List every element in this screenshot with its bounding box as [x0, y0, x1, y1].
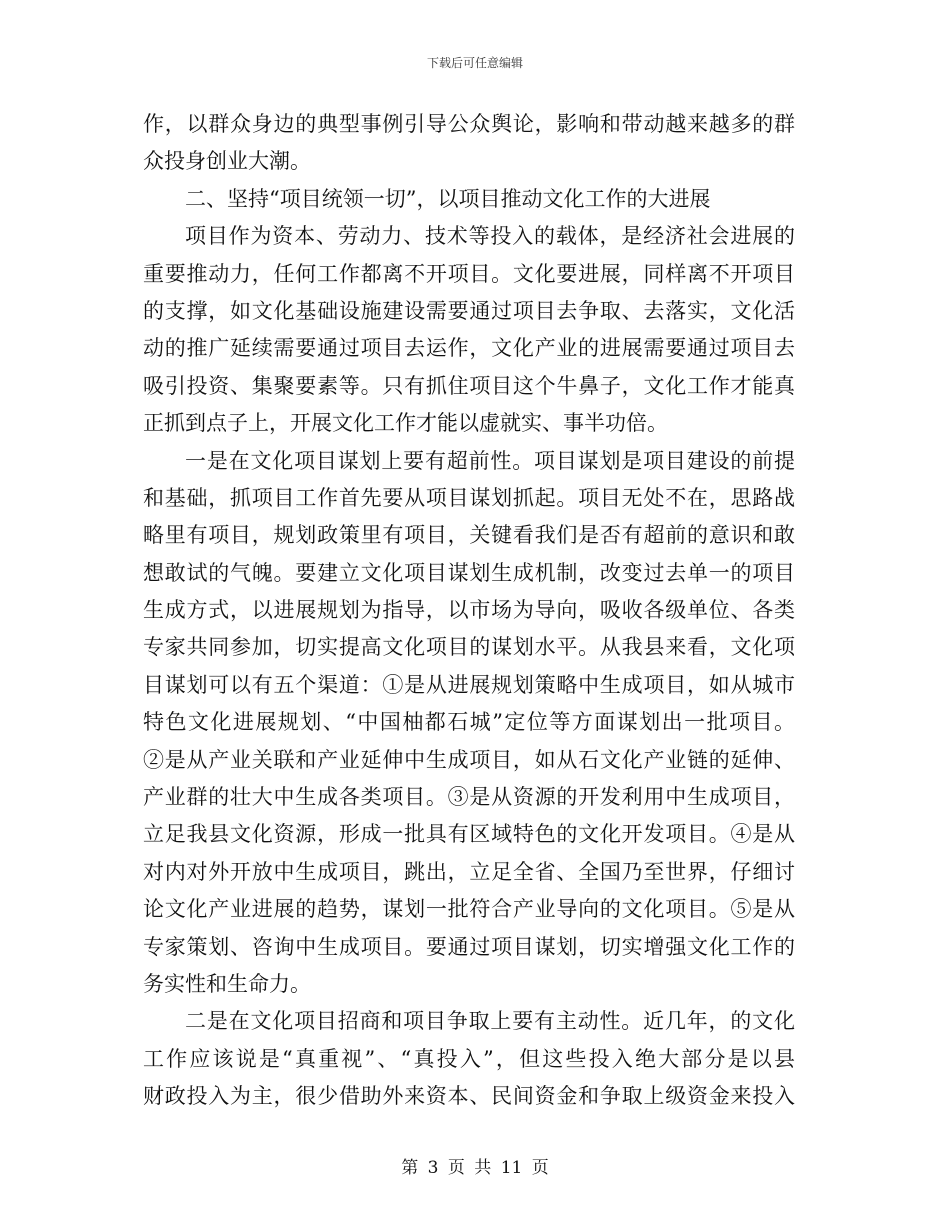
text-line: 正抓到点子上，开展文化工作才能以虚就实、事半功倍。 — [143, 411, 668, 436]
text-line: 立足我县文化资源，形成一批具有区域特色的文化开发项目。④是从 — [143, 822, 795, 847]
section-heading: 二、坚持“项目统领一切”，以项目推动文化工作的大进展 — [185, 186, 711, 211]
text-line: 的支撑，如文化基础设施建设需要通过项目去争取、去落实，文化活 — [143, 298, 795, 323]
page-footer: 第 3 页 共 11 页 — [401, 1158, 549, 1178]
text-line: 工作应该说是“真重视”、“真投入”，但这些投入绝大部分是以县 — [143, 1046, 795, 1071]
document-body — [143, 106, 795, 1116]
text-line: 生成方式，以进展规划为指导，以市场为导向，吸收各级单位、各类 — [143, 598, 795, 623]
text-line: 务实性和生命力。 — [143, 971, 311, 996]
text-line: 作，以群众身边的典型事例引导公众舆论，影响和带动越来越多的群 — [143, 112, 795, 136]
text-line: 众投身创业大潮。 — [143, 149, 311, 174]
text-line: 吸引投资、集聚要素等。只有抓住项目这个牛鼻子，文化工作才能真 — [143, 373, 795, 398]
text-line: 动的推广延续需要通过项目去运作，文化产业的进展需要通过项目去 — [143, 336, 795, 361]
text-line: 特色文化进展规划、“中国柚都石城”定位等方面谋划出一批项目。 — [143, 710, 795, 735]
text-line: 专家共同参加，切实提高文化项目的谋划水平。从我县来看，文化项 — [143, 635, 795, 660]
text-line: 财政投入为主，很少借助外来资本、民间资金和争取上级资金来投入 — [143, 1084, 795, 1109]
text-line: 论文化产业进展的趋势，谋划一批符合产业导向的文化项目。⑤是从 — [143, 897, 795, 922]
text-line: 一是在文化项目谋划上要有超前性。项目谋划是项目建设的前提 — [185, 448, 795, 473]
text-line: 专家策划、咨询中生成项目。要通过项目谋划，切实增强文化工作的 — [143, 934, 795, 959]
text-line: 项目作为资本、劳动力、技术等投入的载体，是经济社会进展的 — [185, 224, 795, 249]
text-line: 对内对外开放中生成项目，跳出，立足全省、全国乃至世界，仔细讨 — [143, 859, 795, 884]
text-line: 产业群的壮大中生成各类项目。③是从资源的开发利用中生成项目， — [143, 785, 795, 810]
text-line: 略里有项目，规划政策里有项目，关键看我们是否有超前的意识和敢 — [143, 523, 795, 548]
text-line: 和基础，抓项目工作首先要从项目谋划抓起。项目无处不在，思路战 — [143, 485, 795, 510]
text-line: ②是从产业关联和产业延伸中生成项目，如从石文化产业链的延伸、 — [143, 747, 795, 772]
text-line: 二是在文化项目招商和项目争取上要有主动性。近几年，的文化 — [185, 1009, 795, 1034]
text-line: 目谋划可以有五个渠道：①是从进展规划策略中生成项目，如从城市 — [143, 672, 795, 697]
text-line: 重要推动力，任何工作都离不开项目。文化要进展，同样离不开项目 — [143, 261, 795, 286]
text-line: 想敢试的气魄。要建立文化项目谋划生成机制，改变过去单一的项目 — [143, 560, 795, 585]
page-header: 下载后可任意编辑 — [426, 56, 523, 70]
